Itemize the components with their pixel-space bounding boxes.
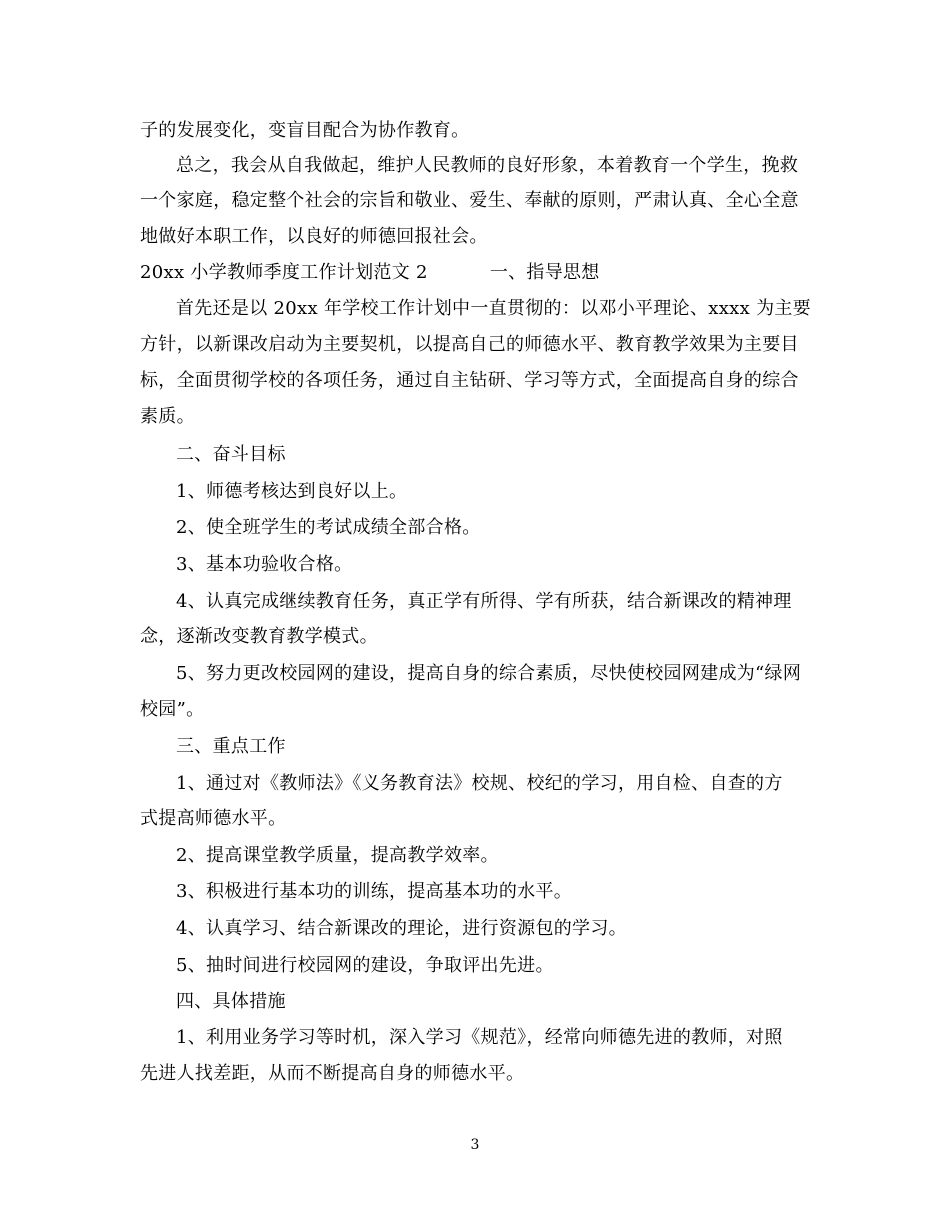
list-item-continuation: 校园”。 <box>140 699 205 720</box>
section-heading: 二、奋斗目标 <box>176 444 286 465</box>
paragraph-line: 一个家庭，稳定整个社会的宗旨和敬业、爱生、奉献的原则，严肃认真、全心全意 <box>140 190 799 211</box>
plan-title: 20xx 小学教师季度工作计划范文 2 <box>140 262 428 283</box>
list-item: 4、认真学习、结合新课改的理论，进行资源包的学习。 <box>176 918 627 939</box>
list-item: 1、通过对《教师法》《义务教育法》校规、校纪的学习，用自检、自查的方 <box>176 773 783 794</box>
list-item-continuation: 先进人找差距，从而不断提高自身的师德水平。 <box>140 1063 525 1084</box>
list-item-continuation: 念，逐渐改变教育教学模式。 <box>140 626 378 647</box>
list-item: 1、利用业务学习等时机，深入学习《规范》，经常向师德先进的教师，对照 <box>176 1027 783 1048</box>
paragraph-line: 标，全面贯彻学校的各项任务，通过自主钻研、学习等方式，全面提高自身的综合 <box>140 370 799 391</box>
list-item: 2、提高课堂教学质量，提高教学效率。 <box>176 845 499 866</box>
section-title-line <box>140 262 600 284</box>
list-item: 5、抽时间进行校园网的建设，争取评出先进。 <box>176 955 554 976</box>
paragraph-line: 子的发展变化，变盲目配合为协作教育。 <box>140 120 470 141</box>
list-item: 3、积极进行基本功的训练，提高基本功的水平。 <box>176 881 573 902</box>
list-item: 3、基本功验收合格。 <box>176 554 353 575</box>
section-heading: 三、重点工作 <box>176 736 286 757</box>
paragraph-line: 方针，以新课改启动为主要契机，以提高自己的师德水平、教育教学效果为主要目 <box>140 334 799 355</box>
paragraph-line: 总之，我会从自我做起，维护人民教师的良好形象，本着教育一个学生，挽救 <box>176 155 799 176</box>
list-item-continuation: 式提高师德水平。 <box>140 808 287 829</box>
list-item: 4、认真完成继续教育任务，真正学有所得、学有所获，结合新课改的精神理 <box>176 591 792 612</box>
section-heading: 一、指导思想 <box>489 262 600 283</box>
paragraph-line: 首先还是以 20xx 年学校工作计划中一直贯彻的：以邓小平理论、xxxx 为主要 <box>176 298 811 319</box>
page-number: 3 <box>470 1137 480 1153</box>
paragraph-line: 地做好本职工作，以良好的师德回报社会。 <box>140 226 488 247</box>
paragraph-line: 素质。 <box>140 406 195 427</box>
list-item: 5、努力更改校园网的建设，提高自身的综合素质，尽快使校园网建成为“绿网 <box>176 663 802 684</box>
section-heading: 四、具体措施 <box>176 991 286 1012</box>
list-item: 1、师德考核达到良好以上。 <box>176 481 408 502</box>
list-item: 2、使全班学生的考试成绩全部合格。 <box>176 517 481 538</box>
